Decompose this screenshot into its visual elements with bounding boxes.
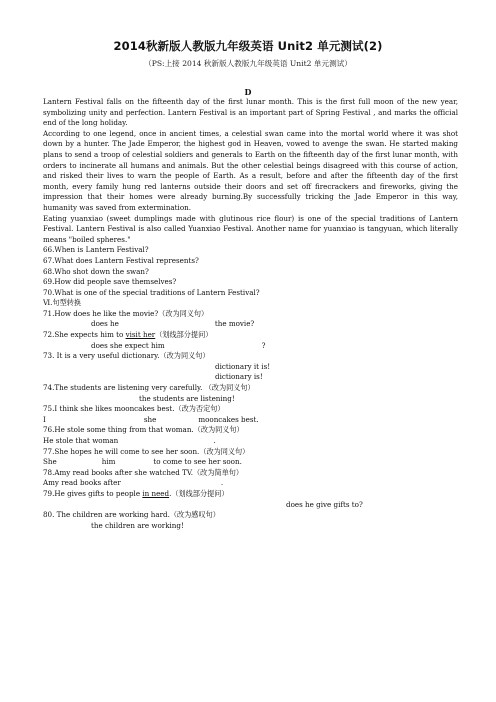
answer-fragment: She: [43, 457, 57, 467]
transform-question: 76.He stole some thing from that woman.（改为同义句）: [43, 425, 244, 435]
answer-fragment: ?: [261, 340, 266, 350]
question: 69.How did people save themselves?: [43, 277, 177, 287]
transform-question: 77.She hopes he will come to see her soon.（改为同义句）: [43, 446, 250, 456]
answer-fragment: does she expect him: [91, 340, 165, 350]
answer-fragment: does he: [91, 319, 119, 329]
answer-line: [43, 521, 458, 532]
answer-fragment: does he give gifts to?: [286, 499, 363, 509]
underlined-text: visit her: [125, 330, 156, 340]
answer-line: [43, 319, 458, 330]
answer-fragment: dictionary it is!: [215, 361, 271, 371]
answer-fragment: mooncakes best.: [198, 414, 259, 424]
passage-paragraph: According to one legend, once in ancient times, a celestial swan came into the mortal world where it was shot down by a hunter. The Jade Emperor, the highest god in Heaven, vowed to avenge the swan. He started making plans to send a troop of celestial soldiers and generals to Earth on the fifteenth day of the first lunar month, with orders to incinerate all humans and animals. But the other celestial beings disagreed with this course of action, and risked their lives to warn the people of Earth. As a result, before and after the fifteenth day of the first month, every family hung red lanterns outside their doors and set off firecrackers and fireworks, giving the impression that their homes were already burning.By successfully tricking the Jade Emperor in this way, humanity was saved from extermination.: [43, 128, 458, 212]
document-title: 2014秋新版人教版九年级英语 Unit2 单元测试(2): [113, 39, 383, 53]
section-label: D: [244, 87, 252, 97]
transform-question: [43, 330, 458, 341]
answer-line: [43, 415, 458, 426]
answer-line: [43, 394, 458, 405]
answer-fragment: the movie?: [214, 319, 255, 329]
answer-fragment: .: [213, 436, 216, 445]
transform-question: 80. The children are working hard.（改为感叹句）: [43, 510, 220, 520]
answer-line: [43, 478, 458, 489]
question: 66.When is Lantern Festival?: [43, 245, 149, 255]
answer-fragment: .: [220, 478, 224, 488]
answer-line: [43, 436, 458, 447]
transform-question: 71.How does he like the movie?（改为同义句）: [43, 308, 209, 318]
answer-line: [43, 362, 458, 373]
question: 70.What is one of the special traditions of Lantern Festival?: [43, 287, 260, 297]
question-text: 72.She expects him to: [43, 330, 126, 340]
transform-question: 74.The students are listening very carefully. （改为同义句）: [43, 383, 255, 393]
question-instruction: .（划线部分提问）: [169, 488, 229, 498]
transform-question: [43, 489, 458, 500]
question-instruction: （划线部分提问）: [155, 330, 213, 340]
section-heading: Ⅵ.句型转换: [43, 298, 82, 308]
passage-paragraph: Eating yuanxiao (sweet dumplings made with glutinous rice flour) is one of the special traditions of Lantern Festival. Lantern Festival is also called Yuanxiao Festival. Another name for yuanxiao is tangyuan, which literally means "boiled spheres.": [43, 213, 458, 244]
underlined-text: in need: [142, 488, 170, 498]
answer-line: [43, 372, 458, 383]
question: 68.Who shot down the swan?: [43, 266, 149, 276]
passage-paragraph: Lantern Festival falls on the fifteenth day of the first lunar month. This is the first full moon of the new year, symbolizing unity and perfection. Lantern Festival is an important part of Spring Festival , and marks the official end of the long holiday.: [43, 97, 458, 128]
document-subtitle: （PS:上接 2014 秋新版人教版九年级英语 Unit2 单元测试）: [144, 59, 352, 68]
answer-fragment: the children are working!: [91, 520, 184, 530]
answer-fragment: him: [101, 457, 116, 467]
answer-fragment: the students are listening!: [139, 393, 235, 403]
answer-line: [43, 341, 458, 352]
answer-fragment: Amy read books after: [43, 478, 121, 488]
answer-fragment: He stole that woman: [43, 436, 119, 445]
answer-fragment: dictionary is!: [215, 372, 263, 382]
transform-question: 75.I think she likes mooncakes best.（改为否定句）: [43, 404, 225, 414]
answer-fragment: to come to see her soon.: [153, 457, 242, 467]
question: 67.What does Lantern Festival represents?: [43, 255, 199, 265]
transform-question: 78.Amy read books after she watched TV.（改为简单句）: [43, 467, 244, 477]
question-text: 79.He gives gifts to people: [43, 488, 143, 498]
answer-fragment: I: [43, 414, 46, 424]
answer-fragment: she: [143, 414, 157, 424]
answer-line: [43, 500, 458, 511]
document-body: [43, 97, 458, 531]
transform-question: 73. It is a very useful dictionary.（改为同义句）: [43, 351, 210, 361]
answer-line: [43, 457, 458, 468]
